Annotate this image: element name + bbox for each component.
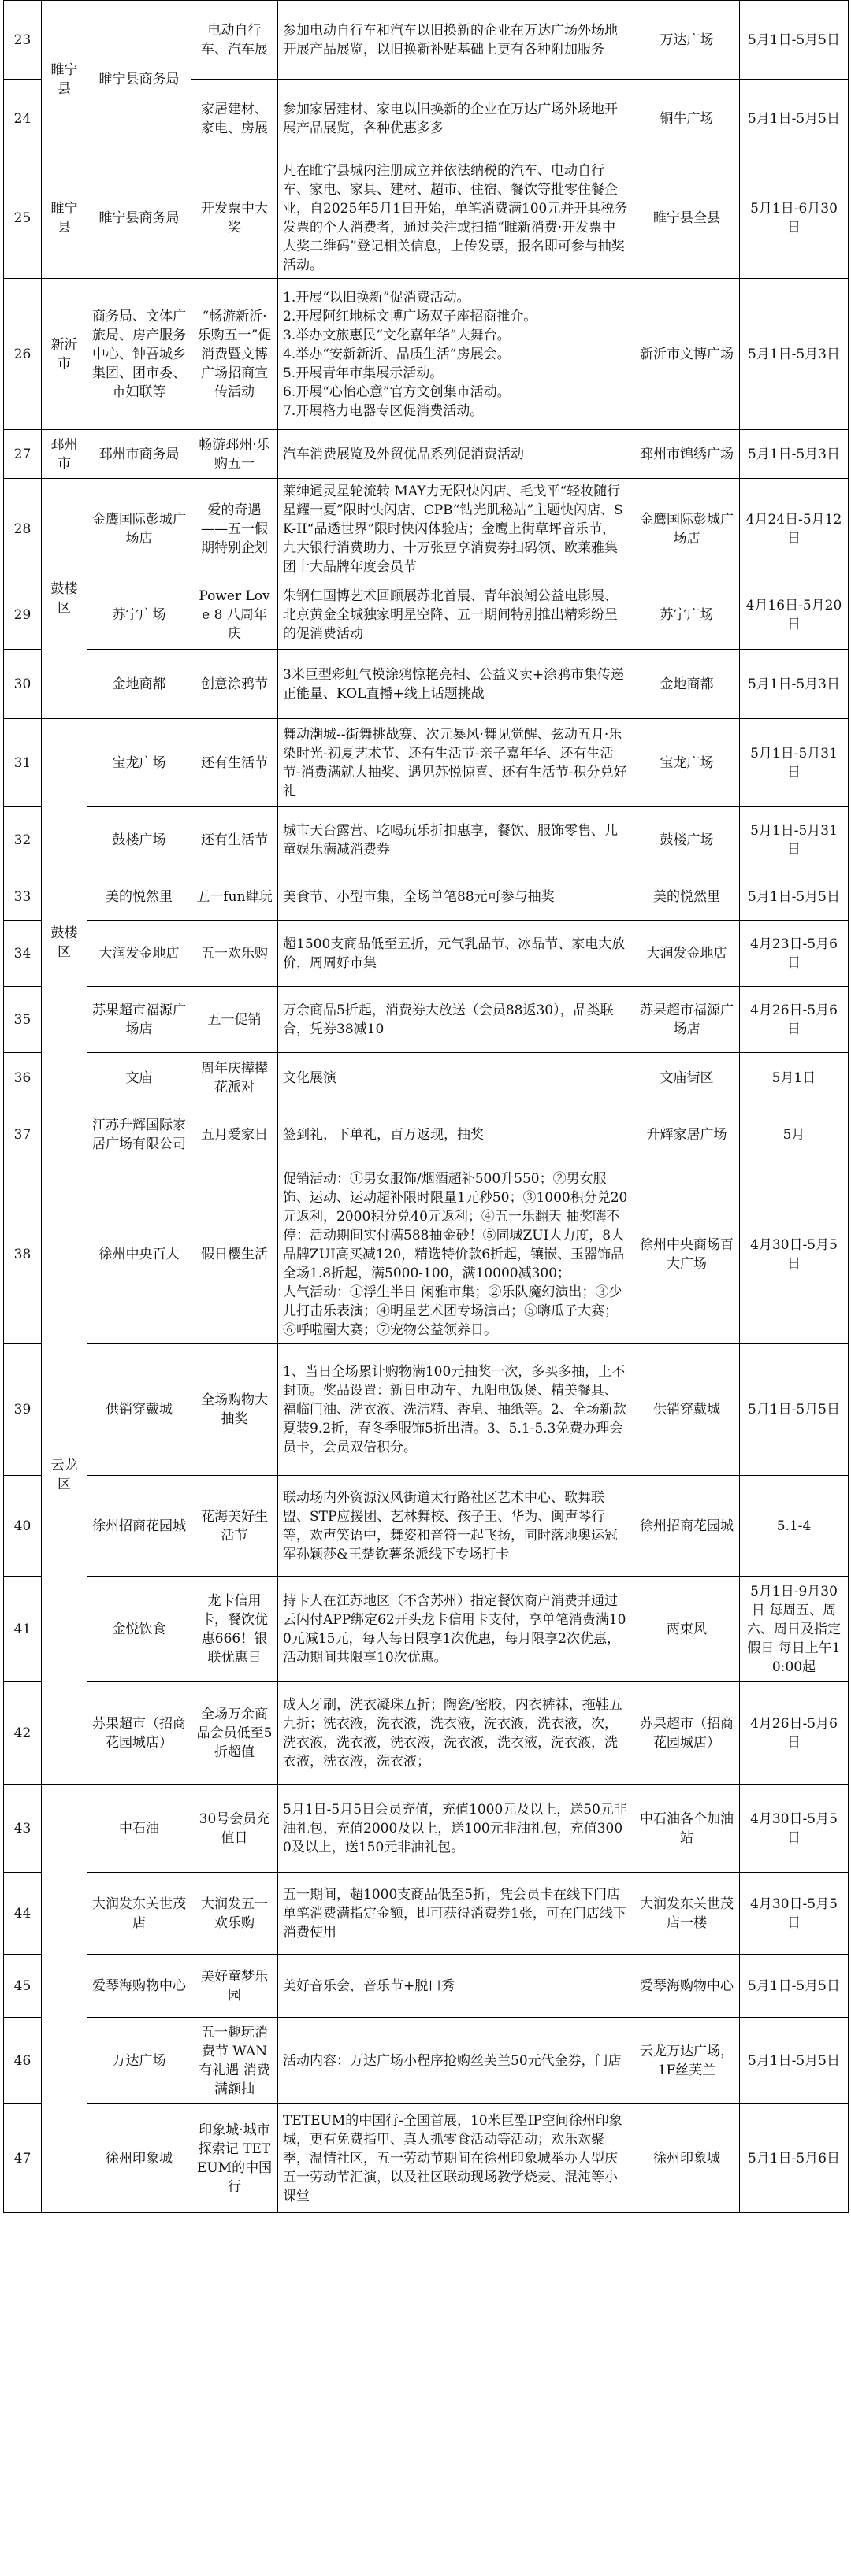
table-row (4, 580, 849, 650)
row-number: 41 (4, 1577, 42, 1682)
row-number: 30 (4, 650, 42, 719)
content-cell: 5月1日-5月5日会员充值，充值1000元及以上，送50元非油礼包，充值2000及以上，送100元非油礼包，充值3000及以上，送150元非油礼包。 (278, 1785, 634, 1873)
row-number: 43 (4, 1785, 42, 1873)
row-number: 25 (4, 158, 42, 279)
content-cell: 活动内容：万达广场小程序抢购丝芙兰50元代金券，门店 (278, 2018, 634, 2104)
row-number: 38 (4, 1166, 42, 1344)
district-cell: 云龙区 (42, 1166, 87, 1785)
table-row (4, 719, 849, 807)
content-cell: 莱绅通灵星轮流转 MAY力无限快闪店、毛戈平“轻妆随行 星耀一夏”限时快闪店、CPB“钻光肌秘站”主题快闪店、SK-II“品透世界”限时快闪体验店；金鹰上街草坪音乐节，九大银行消费助力、十万张豆享消费券扫码领、欧莱雅集团十大品牌年度会员节 (278, 479, 634, 580)
time-cell: 5月1日 (740, 1053, 849, 1103)
district-cell: 新沂市 (42, 279, 87, 430)
time-cell: 5月1日-5月5日 (740, 1955, 849, 2018)
location-cell: 文庙街区 (634, 1053, 740, 1103)
location-cell: 金地商都 (634, 650, 740, 719)
table-row (4, 873, 849, 921)
row-number: 34 (4, 921, 42, 987)
row-number: 33 (4, 873, 42, 921)
content-cell: 美食节、小型市集，全场单笔88元可参与抽奖 (278, 873, 634, 921)
location-cell: 苏果超市福源广场店 (634, 987, 740, 1053)
content-cell: 签到礼，下单礼，百万返现，抽奖 (278, 1103, 634, 1166)
time-cell: 4月26日-5月6日 (740, 987, 849, 1053)
activity-cell: 30号会员充值日 (191, 1785, 278, 1873)
table-row (4, 987, 849, 1053)
time-cell: 5.1-4 (740, 1476, 849, 1577)
table-row (4, 1577, 849, 1682)
unit-cell: 金鹰国际彭城广场店 (87, 479, 191, 580)
unit-cell: 苏果超市福源广场店 (87, 987, 191, 1053)
table-row (4, 1103, 849, 1166)
time-cell: 5月1日-5月3日 (740, 650, 849, 719)
activity-cell: 家居建材、家电、房展 (191, 80, 278, 158)
content-cell: 超1500支商品低至五折，元气乳品节、冰品节、家电大放价，周周好市集 (278, 921, 634, 987)
location-cell: 升辉家居广场 (634, 1103, 740, 1166)
row-number: 32 (4, 807, 42, 873)
location-cell: 爱琴海购物中心 (634, 1955, 740, 2018)
unit-cell: 商务局、文体广旅局、房产服务中心、钟吾城乡集团、团市委、市妇联等 (87, 279, 191, 430)
time-cell: 5月1日-5月3日 (740, 430, 849, 479)
row-number: 27 (4, 430, 42, 479)
unit-cell: 鼓楼广场 (87, 807, 191, 873)
activity-cell: 五一fun肆玩 (191, 873, 278, 921)
location-cell: 徐州中央商场百大广场 (634, 1166, 740, 1344)
time-cell: 5月1日-5月5日 (740, 2018, 849, 2104)
table-row (4, 430, 849, 479)
unit-cell: 江苏升辉国际家居广场有限公司 (87, 1103, 191, 1166)
activity-cell: 美好童梦乐园 (191, 1955, 278, 2018)
district-cell: 邳州市 (42, 430, 87, 479)
unit-cell: 大润发东关世茂店 (87, 1873, 191, 1955)
content-cell: 3米巨型彩虹气模涂鸦惊艳亮相、公益义卖+涂鸦市集传递正能量、KOL直播+线上话题挑战 (278, 650, 634, 719)
row-number: 23 (4, 1, 42, 80)
row-number: 47 (4, 2104, 42, 2213)
location-cell: 铜牛广场 (634, 80, 740, 158)
unit-cell: 苏宁广场 (87, 580, 191, 650)
district-cell: 睢宁县 (42, 1, 87, 158)
location-cell: 大润发东关世茂店一楼 (634, 1873, 740, 1955)
location-cell: 大润发金地店 (634, 921, 740, 987)
row-number: 40 (4, 1476, 42, 1577)
location-cell: 两束风 (634, 1577, 740, 1682)
content-cell: 万余商品5折起，消费券大放送（会员88返30），品类联合，凭券38减10 (278, 987, 634, 1053)
row-number: 45 (4, 1955, 42, 2018)
table-row (4, 650, 849, 719)
location-cell: 鼓楼广场 (634, 807, 740, 873)
activity-cell: 大润发五一欢乐购 (191, 1873, 278, 1955)
row-number: 35 (4, 987, 42, 1053)
table-row (4, 1166, 849, 1344)
location-cell: 苏果超市（招商花园城店） (634, 1682, 740, 1785)
location-cell: 云龙万达广场，1F丝芙兰 (634, 2018, 740, 2104)
unit-cell: 金地商都 (87, 650, 191, 719)
content-cell: 联动场内外资源汉风街道太行路社区艺术中心、歌舞联盟、STP应援团、艺林舞校、孩子王、华为、闽声琴行等，欢声笑语中，舞姿和音符一起飞扬，同时落地奥运冠军孙颖莎&王楚钦薯条派线下专场打卡 (278, 1476, 634, 1577)
row-number: 36 (4, 1053, 42, 1103)
activity-cell: 五一促销 (191, 987, 278, 1053)
time-cell: 5月1日-5月5日 (740, 1, 849, 80)
table-row (4, 921, 849, 987)
content-cell: 成人牙刷，洗衣凝珠五折；陶瓷/密胶，内衣裤袜，拖鞋五九折；洗衣液，洗衣液，洗衣液，洗衣液，洗衣液，次，洗衣液，洗衣液，洗衣液，洗衣液，洗衣液，洗衣液，洗衣液，洗衣液，洗衣液； (278, 1682, 634, 1785)
activity-cell: 电动自行车、汽车展 (191, 1, 278, 80)
table-row (4, 1, 849, 80)
content-cell: 参加家居建材、家电以旧换新的企业在万达广场外场地开展产品展览，各种优惠多多 (278, 80, 634, 158)
content-cell: 参加电动自行车和汽车以旧换新的企业在万达广场外场地开展产品展览，以旧换新补贴基础上更有各种附加服务 (278, 1, 634, 80)
activity-cell: 花海美好生活节 (191, 1476, 278, 1577)
row-number: 28 (4, 479, 42, 580)
unit-cell: 徐州印象城 (87, 2104, 191, 2213)
location-cell: 宝龙广场 (634, 719, 740, 807)
location-cell: 金鹰国际彭城广场店 (634, 479, 740, 580)
location-cell: 美的悦然里 (634, 873, 740, 921)
location-cell: 徐州印象城 (634, 2104, 740, 2213)
content-cell: 舞动潮城--街舞挑战赛、次元暴风·舞见觉醒、弦动五月·乐染时光-初夏艺术节、还有生活节-亲子嘉年华、还有生活节-消费满就大抽奖、遇见苏悦惊喜、还有生活节-积分兑好礼 (278, 719, 634, 807)
row-number: 31 (4, 719, 42, 807)
activity-cell: 周年庆撵撵花派对 (191, 1053, 278, 1103)
row-number: 29 (4, 580, 42, 650)
content-cell: 美好音乐会，音乐节+脱口秀 (278, 1955, 634, 2018)
time-cell: 4月23日-5月6日 (740, 921, 849, 987)
table-row (4, 2018, 849, 2104)
location-cell: 徐州招商花园城 (634, 1476, 740, 1577)
location-cell: 邳州市锦绣广场 (634, 430, 740, 479)
content-cell: 朱钢仁国博艺术回顾展苏北首展、青年浪潮公益电影展、北京黄金全城独家明星空降、五一期间特别推出精彩纷呈的促消费活动 (278, 580, 634, 650)
activity-cell: 五一趣玩消费节 WAN有礼遇 消费满额抽 (191, 2018, 278, 2104)
activity-table (3, 0, 849, 2213)
unit-cell: 苏果超市（招商花园城店） (87, 1682, 191, 1785)
table-row (4, 158, 849, 279)
location-cell: 万达广场 (634, 1, 740, 80)
activity-cell: 开发票中大奖 (191, 158, 278, 279)
activity-cell: Power Love 8 八周年庆 (191, 580, 278, 650)
activity-cell: “畅游新沂·乐购五一”促消费暨文博广场招商宣传活动 (191, 279, 278, 430)
activity-cell: 全场万余商品会员低至5折超值 (191, 1682, 278, 1785)
unit-cell: 徐州招商花园城 (87, 1476, 191, 1577)
district-cell (42, 1785, 87, 2213)
row-number: 42 (4, 1682, 42, 1785)
table-row (4, 1873, 849, 1955)
row-number: 44 (4, 1873, 42, 1955)
location-cell: 睢宁县全县 (634, 158, 740, 279)
unit-cell: 爱琴海购物中心 (87, 1955, 191, 2018)
activity-cell: 印象城·城市探索记 TETEUM的中国行 (191, 2104, 278, 2213)
content-cell: 持卡人在江苏地区（不含苏州）指定餐饮商户消费并通过云闪付APP绑定62开头龙卡信用卡支付，享单笔消费满100元减15元，每人每日限享1次优惠，每月限享2次优惠，活动期间共限享10次优惠。 (278, 1577, 634, 1682)
time-cell: 5月1日-9月30日 每周五、周六、周日及指定假日 每日上午10:00起 (740, 1577, 849, 1682)
district-cell: 睢宁县 (42, 158, 87, 279)
row-number: 46 (4, 2018, 42, 2104)
row-number: 37 (4, 1103, 42, 1166)
table-row (4, 279, 849, 430)
table-row (4, 1955, 849, 2018)
content-cell: 汽车消费展览及外贸优品系列促消费活动 (278, 430, 634, 479)
district-cell: 鼓楼区 (42, 719, 87, 1166)
time-cell: 5月1日-5月31日 (740, 719, 849, 807)
unit-cell: 邳州市商务局 (87, 430, 191, 479)
unit-cell: 中石油 (87, 1785, 191, 1873)
row-number: 24 (4, 80, 42, 158)
time-cell: 5月1日-5月31日 (740, 807, 849, 873)
activity-cell: 创意涂鸦节 (191, 650, 278, 719)
table-row (4, 479, 849, 580)
time-cell: 5月 (740, 1103, 849, 1166)
time-cell: 5月1日-5月5日 (740, 873, 849, 921)
unit-cell: 宝龙广场 (87, 719, 191, 807)
activity-cell: 全场购物大抽奖 (191, 1344, 278, 1476)
table-row (4, 1682, 849, 1785)
activity-cell: 龙卡信用卡，餐饮优惠666！银联优惠日 (191, 1577, 278, 1682)
table-row (4, 807, 849, 873)
unit-cell: 徐州中央百大 (87, 1166, 191, 1344)
table-row (4, 1344, 849, 1476)
time-cell: 4月30日-5月5日 (740, 1166, 849, 1344)
activity-cell: 五月爱家日 (191, 1103, 278, 1166)
activity-cell: 爱的奇遇——五一假期特别企划 (191, 479, 278, 580)
row-number: 26 (4, 279, 42, 430)
content-cell: 1.开展“以旧换新”促消费活动。 2.开展阿红地标文博广场双子座招商推介。 3.举办文旅惠民“文化嘉年华”大舞台。 4.举办“安新新沂、品质生活”房展会。 5.开展青年市集展示活动。 6.开展“心怡心意”官方文创集市活动。 7.开展格力电器专区促消费活动。 (278, 279, 634, 430)
location-cell: 新沂市文博广场 (634, 279, 740, 430)
table-row (4, 2104, 849, 2213)
time-cell: 4月30日-5月5日 (740, 1785, 849, 1873)
time-cell: 5月1日-5月3日 (740, 279, 849, 430)
unit-cell: 睢宁县商务局 (87, 158, 191, 279)
location-cell: 供销穿戴城 (634, 1344, 740, 1476)
time-cell: 5月1日-6月30日 (740, 158, 849, 279)
content-cell: TETEUM的中国行-全国首展，10米巨型IP空间徐州印象城，更有免费指甲、真人抓零食活动等活动；欢乐欢聚季，温情社区，五一劳动节期间在徐州印象城举办大型庆五一劳动节汇演，以及社区联动现场教学烧麦、混沌等小课堂 (278, 2104, 634, 2213)
activity-cell: 假日樱生活 (191, 1166, 278, 1344)
location-cell: 中石油各个加油站 (634, 1785, 740, 1873)
unit-cell: 睢宁县商务局 (87, 1, 191, 158)
district-cell: 鼓楼区 (42, 479, 87, 719)
row-number: 39 (4, 1344, 42, 1476)
content-cell: 1、当日全场累计购物满100元抽奖一次，多买多抽，上不封顶。奖品设置：新日电动车、九阳电饭煲、精美餐具、福临门油、洗衣液、洗洁精、香皂、抽纸等。2、全场新款夏装9.2折，春冬季服饰5折出清。3、5.1-5.3免费办理会员卡，会员双倍积分。 (278, 1344, 634, 1476)
unit-cell: 大润发金地店 (87, 921, 191, 987)
unit-cell: 供销穿戴城 (87, 1344, 191, 1476)
time-cell: 4月16日-5月20日 (740, 580, 849, 650)
activity-cell: 还有生活节 (191, 719, 278, 807)
unit-cell: 美的悦然里 (87, 873, 191, 921)
activity-cell: 还有生活节 (191, 807, 278, 873)
content-cell: 文化展演 (278, 1053, 634, 1103)
activity-cell: 畅游邳州·乐购五一 (191, 430, 278, 479)
activity-cell: 五一欢乐购 (191, 921, 278, 987)
content-cell: 五一期间，超1000支商品低至5折，凭会员卡在线下门店单笔消费满指定金额，即可获得消费券1张，可在门店线下消费使用 (278, 1873, 634, 1955)
table-row (4, 1476, 849, 1577)
unit-cell: 万达广场 (87, 2018, 191, 2104)
unit-cell: 文庙 (87, 1053, 191, 1103)
content-cell: 凡在睢宁县城内注册成立并依法纳税的汽车、电动自行车、家电、家具、建材、超市、住宿、餐饮等批零住餐企业，自2025年5月1日开始，单笔消费满100元并开具税务发票的个人消费者，通过关注或扫描“睢新消费·开发票中大奖二维码”登记相关信息，上传发票，报名即可参与抽奖活动。 (278, 158, 634, 279)
time-cell: 4月30日-5月5日 (740, 1873, 849, 1955)
unit-cell: 金悦饮食 (87, 1577, 191, 1682)
time-cell: 5月1日-5月6日 (740, 2104, 849, 2213)
content-cell: 城市天台露营、吃喝玩乐折扣惠享，餐饮、服饰零售、儿童娱乐满减消费券 (278, 807, 634, 873)
time-cell: 4月24日-5月12日 (740, 479, 849, 580)
content-cell: 促销活动：①男女服饰/烟酒超补500升550；②男女服饰、运动、运动超补限时限量1元秒50；③1000积分兑20元返利，2000积分兑40元返利；④五一乐翻天 抽奖嗨不停：活动期间实付满588抽金砂！⑤同城ZUI大力度，8大品牌ZUI高买减120，精选特价款6折起，镶嵌、玉器饰品全场1.8折起，满5000-100，满10000减300； 人气活动：①浮生半日 闲雅市集；②乐队魔幻演出；③少儿打击乐表演；④明星艺术团专场演出；⑤嗨瓜子大赛；⑥呼啦圈大赛；⑦宠物公益领养日。 (278, 1166, 634, 1344)
time-cell: 5月1日-5月5日 (740, 1344, 849, 1476)
location-cell: 苏宁广场 (634, 580, 740, 650)
table-row (4, 1785, 849, 1873)
time-cell: 4月26日-5月6日 (740, 1682, 849, 1785)
time-cell: 5月1日-5月5日 (740, 80, 849, 158)
table-row (4, 1053, 849, 1103)
